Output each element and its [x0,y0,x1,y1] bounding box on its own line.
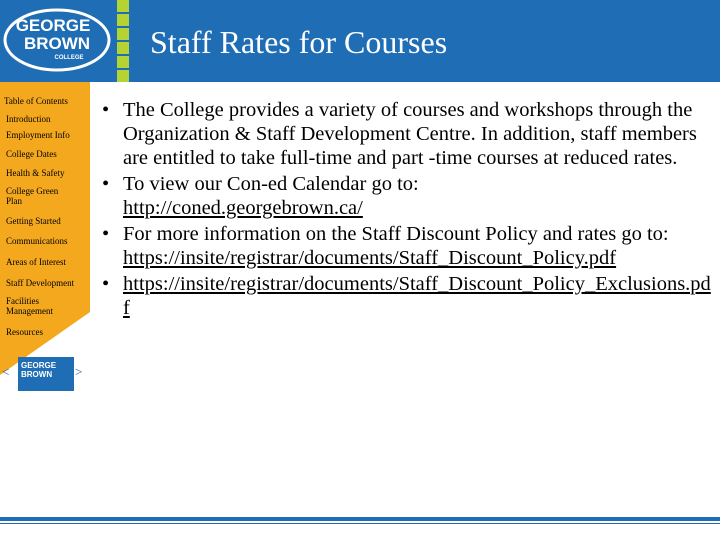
header-bar [0,0,720,82]
footer-divider [0,517,720,521]
sidebar-item-staff-development[interactable]: Staff Development [6,278,75,288]
sidebar-item-getting-started[interactable]: Getting Started [6,216,61,226]
sidebar-item-facilities-management[interactable]: Facilities Management [6,296,53,316]
toc-heading: Table of Contents [4,96,68,106]
previous-slide-button[interactable]: < [2,364,10,379]
sidebar-item-college-dates[interactable]: College Dates [6,149,57,159]
bullet-icon: • [102,173,110,195]
bullet-item [100,98,715,170]
accent-stripes [117,0,129,82]
logo-word-3: COLLEGE [54,55,84,61]
sidebar-item-communications[interactable]: Communications [6,236,68,246]
main-content [100,98,715,322]
bullet-list [100,98,715,320]
sidebar-item-employment-info[interactable]: Employment Info [6,130,70,140]
home-logo-button[interactable] [18,357,74,391]
sidebar-nav [0,82,90,375]
bullet-item [100,272,715,320]
home-logo-text: GEORGE BROWN [21,361,57,379]
footer-divider-thin [0,523,720,524]
sidebar-item-areas-of-interest[interactable]: Areas of Interest [6,257,66,267]
sidebar-item-introduction[interactable]: Introduction [6,114,51,124]
bullet-icon: • [102,273,110,295]
sidebar-item-health-safety[interactable]: Health & Safety [6,168,65,178]
next-slide-button[interactable]: > [75,364,83,379]
bullet-icon: • [102,99,110,121]
logo-word-2: BROWN [23,34,91,53]
bullet-text: The College provides a variety of courses and workshops through the Organization & Staff Development Centre. In addition, staff members are entitled to take full-time and part -time courses at reduced rates. [123,99,697,169]
sidebar-item-college-green-plan[interactable]: College Green Plan [6,186,59,206]
bullet-text: To view our Con-ed Calendar go to: [123,173,419,195]
staff-discount-exclusions-link[interactable]: https://insite/registrar/documents/Staff_Discount_Policy_Exclusions.pdf [123,273,711,319]
bullet-item [100,172,715,220]
logo-word-1: GEORGE [15,16,91,35]
coned-calendar-link[interactable]: http://coned.georgebrown.ca/ [123,197,363,219]
sidebar-item-resources[interactable]: Resources [6,327,43,337]
staff-discount-policy-link[interactable]: https://insite/registrar/documents/Staff_Discount_Policy.pdf [123,247,617,269]
page-title: Staff Rates for Courses [150,24,448,60]
bullet-text: For more information on the Staff Discount Policy and rates go to: [123,223,669,245]
bullet-item [100,222,715,270]
george-brown-logo [3,6,111,72]
bullet-icon: • [102,223,110,245]
